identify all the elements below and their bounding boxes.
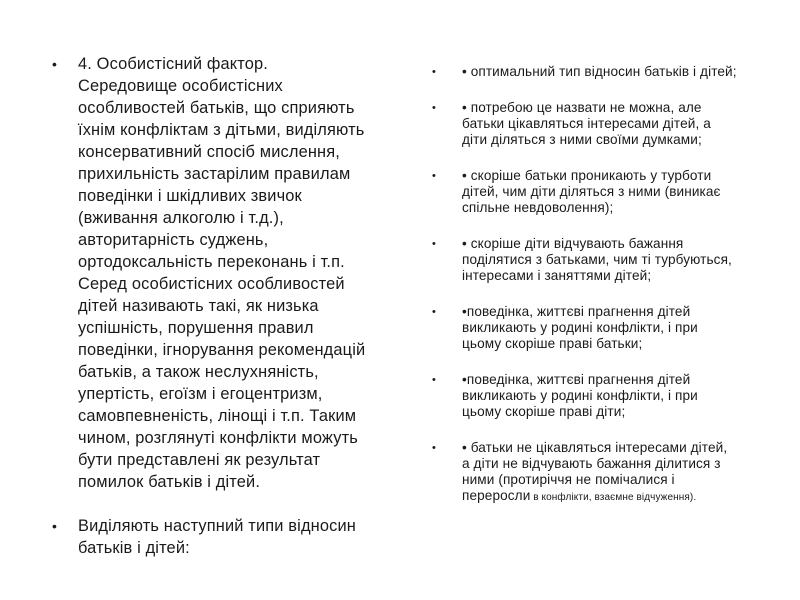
bullet-icon: • bbox=[52, 518, 58, 534]
item-text: •поведінка, життєві прагнення дітей викликають у родині конфлікти, і при цьому скоріше праві батьки; bbox=[462, 304, 698, 351]
item-text: •поведінка, життєві прагнення дітей викликають у родині конфлікти, і при цьому скоріше праві діти; bbox=[462, 372, 698, 419]
list-item-relationship-types bbox=[45, 515, 390, 559]
bullet-icon: • bbox=[432, 374, 436, 386]
bullet-icon: • bbox=[432, 66, 436, 78]
list-item bbox=[432, 372, 782, 420]
item-text: • батьки не цікавляться інтересами дітей, а діти не відчувають бажання ділитися з ними (протиріччя не помічалися і переросли bbox=[462, 440, 728, 503]
item-text: • оптимальний тип відносин батьків і дітей; bbox=[462, 64, 737, 79]
item-text: • скоріше діти відчувають бажання поділятися з батьками, чим ті турбуються, інтересами і заняттями дітей; bbox=[462, 236, 732, 283]
bullet-icon: • bbox=[432, 102, 436, 114]
item-text: • потребою це назвати не можна, але батьки цікавляться інтересами дітей, а діти діляться з ними своїми думками; bbox=[462, 100, 711, 147]
list-item bbox=[432, 236, 782, 284]
list-item bbox=[432, 168, 782, 216]
paragraph-text: Виділяють наступний типи відносин батьків і дітей: bbox=[78, 517, 356, 557]
paragraph-text: 4. Особистісний фактор. Середовище особистісних особливостей батьків, що сприяють їхнім конфліктам з дітьми, виділяють консервативний спосіб мислення, прихильність застарілим правилам поведінки і шкідливих звичок (вживання алкоголю і т.д.), авторитарність суджень, ортодоксальність переконань і т.п. Серед особистісних особливостей дітей називають такі, як низька успішність, порушення правил поведінки, ігнорування рекомендацій батьків, а також неслухняність, упертість, егоїзм і егоцентризм, самовпевненість, лінощі і т.п. Таким чином, розглянуті конфлікти можуть бути представлені як результат помилок батьків і дітей. bbox=[78, 55, 366, 491]
left-column bbox=[45, 53, 390, 581]
list-item-personal-factor bbox=[45, 53, 390, 493]
list-item bbox=[432, 304, 782, 352]
item-text: • скоріше батьки проникають у турботи дітей, чим діти діляться з ними (виникає спільне невдоволення); bbox=[462, 168, 721, 215]
list-item bbox=[432, 64, 782, 80]
list-item bbox=[432, 100, 782, 148]
right-column bbox=[432, 64, 782, 526]
bullet-icon: • bbox=[52, 56, 58, 72]
bullet-icon: • bbox=[432, 306, 436, 318]
item-text-small: в конфлікти, взаємне відчуження). bbox=[530, 492, 697, 503]
bullet-icon: • bbox=[432, 238, 436, 250]
bullet-icon: • bbox=[432, 442, 436, 454]
bullet-icon: • bbox=[432, 170, 436, 182]
list-item bbox=[432, 440, 782, 506]
